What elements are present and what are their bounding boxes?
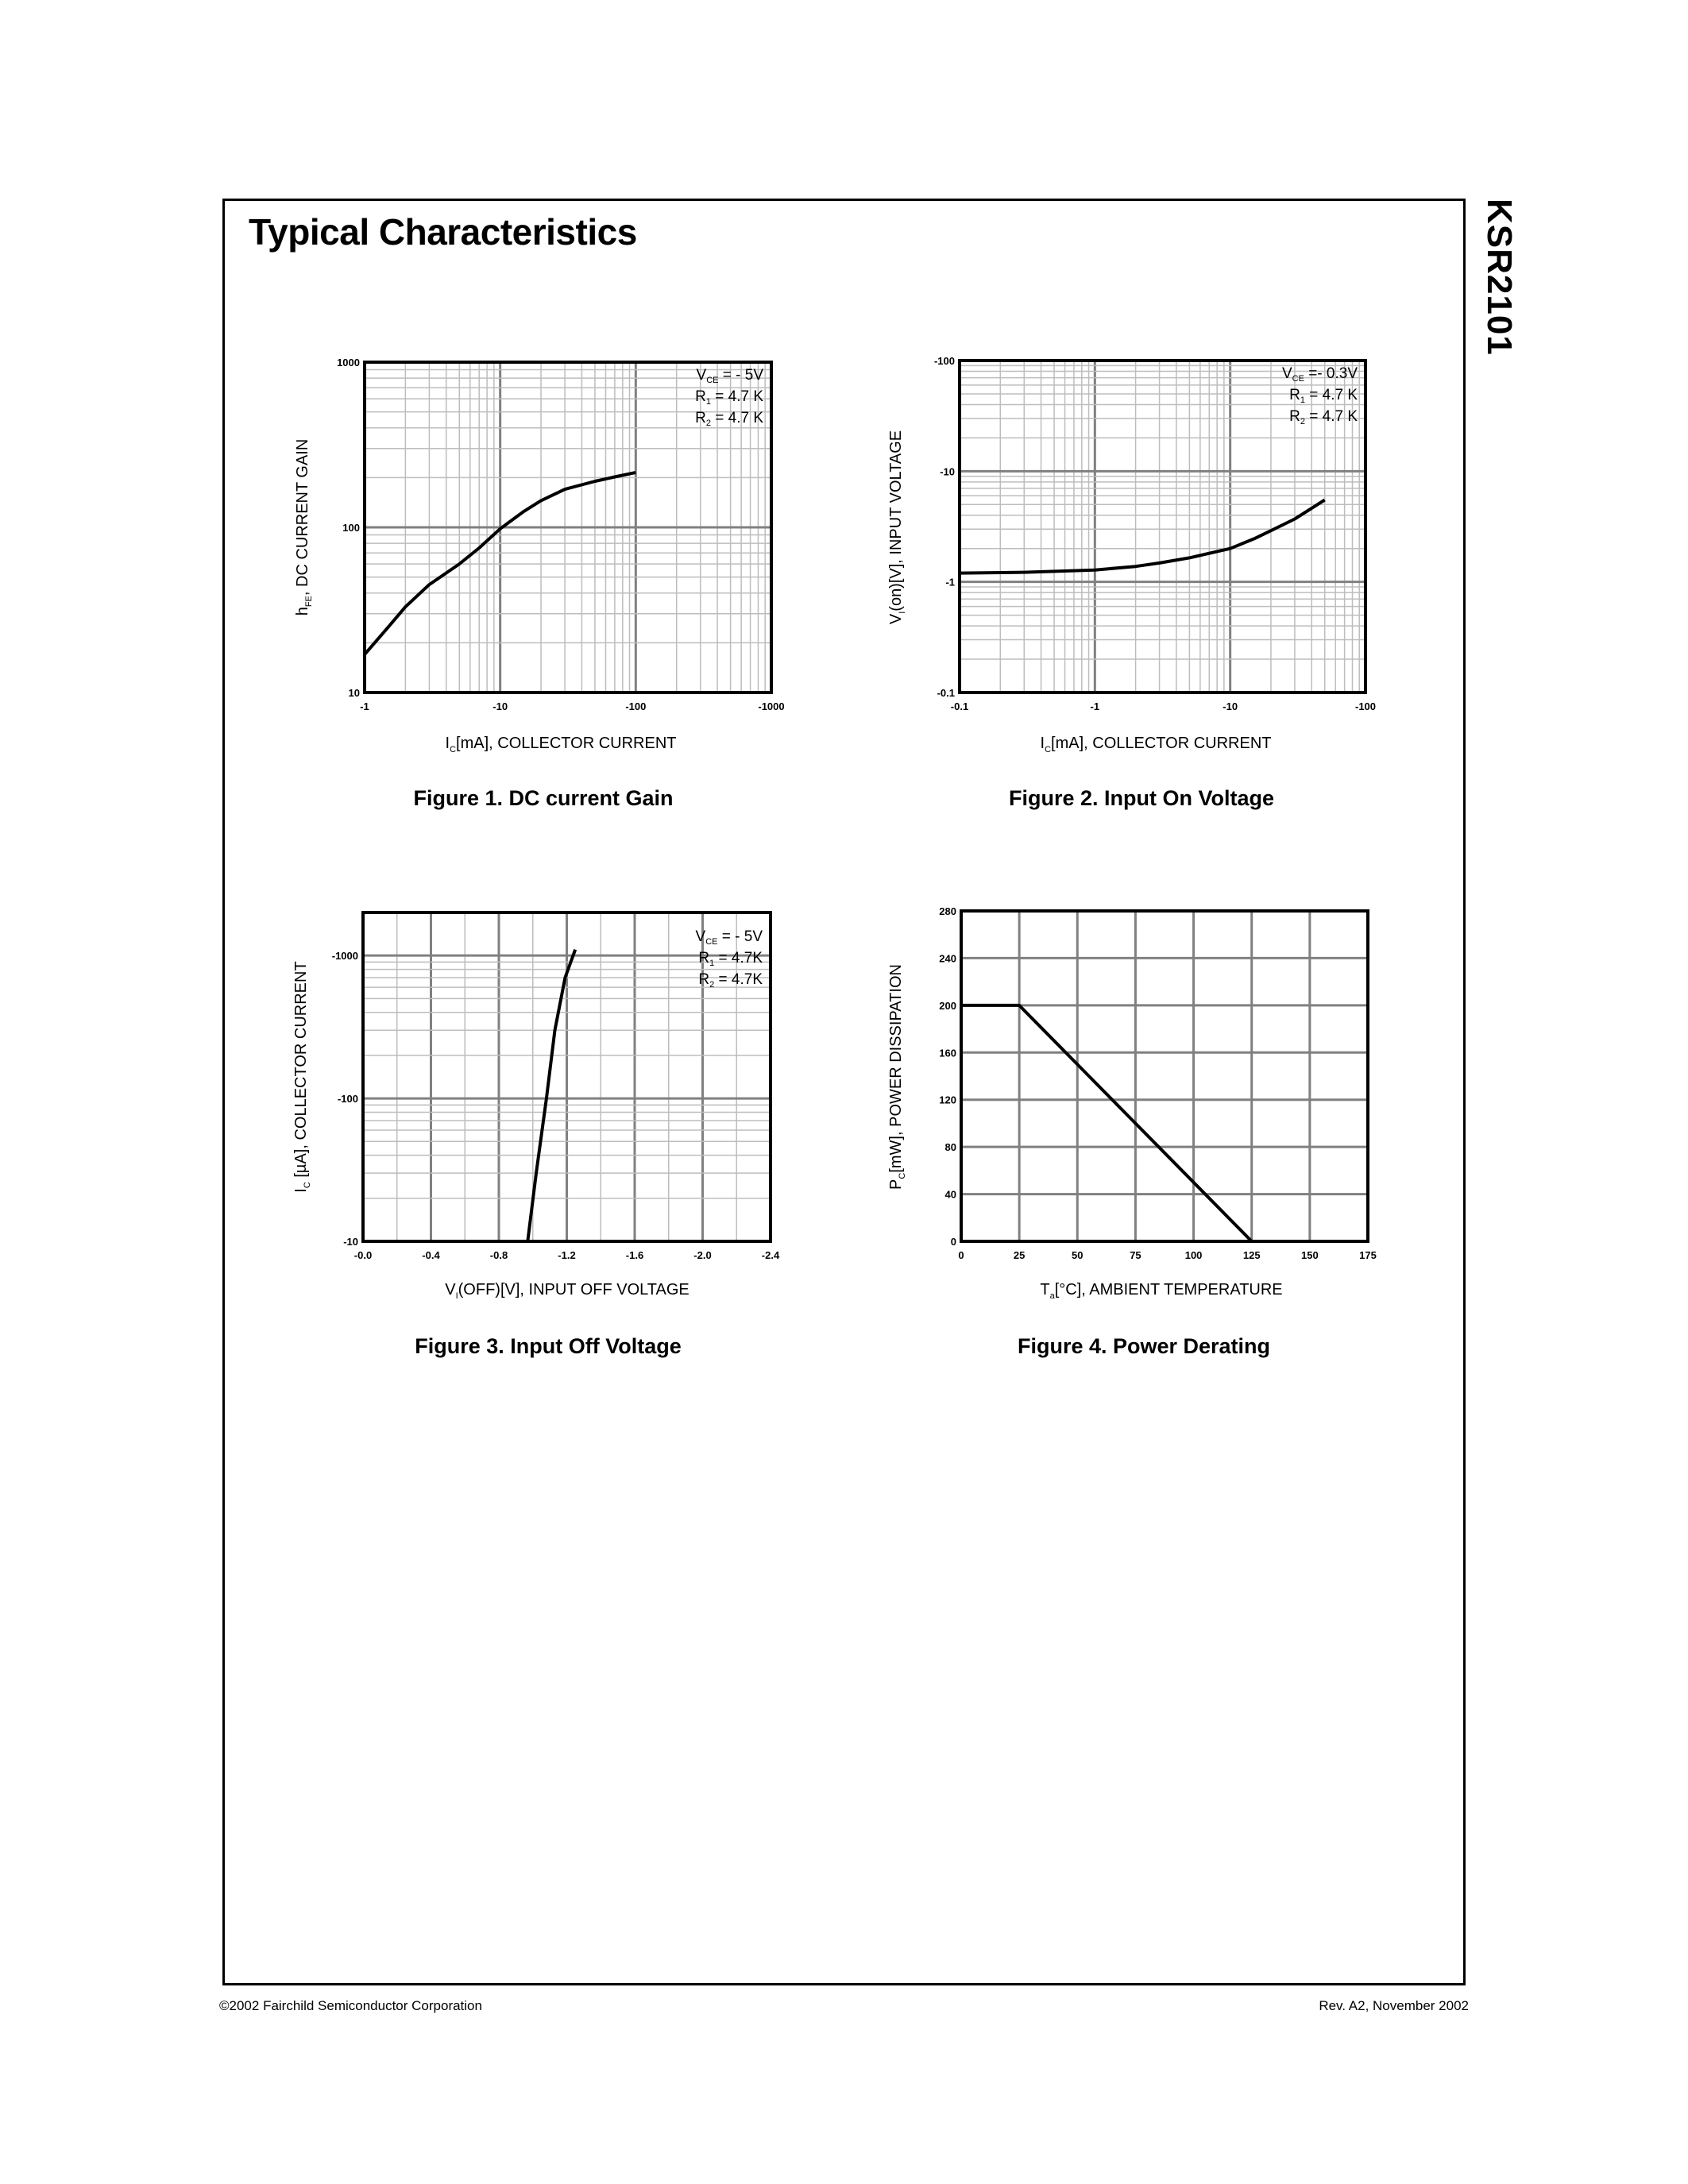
svg-text:VCE = - 5V: $V_{CE}$ = - 5V — [696, 367, 763, 385]
page-title: Typical Characteristics — [249, 211, 637, 253]
svg-text:-100: -100 — [1354, 700, 1377, 712]
svg-text:-1.2: -1.2 — [558, 1249, 576, 1261]
svg-text:-100: -100 — [625, 700, 647, 712]
svg-text:-1: -1 — [1090, 700, 1100, 712]
svg-text:200: 200 — [939, 999, 956, 1012]
fig1-y-axis-label: $h_{FE}$, DC CURRENT GAIN — [294, 438, 314, 616]
svg-text:1000: 1000 — [337, 357, 360, 369]
svg-text:-1000: -1000 — [331, 950, 358, 963]
fig4-y-axis-label: $P_C[mW]$, POWER DISSIPATION — [887, 964, 907, 1190]
fig2-y-axis-label: $V_I(on)[V]$, INPUT VOLTAGE — [887, 430, 907, 625]
svg-text:-10: -10 — [343, 1236, 358, 1248]
fig4-x-axis-label: $T_a[^\circ C]$, AMBIENT TEMPERATURE — [1040, 1281, 1283, 1301]
svg-text:VCE =- 0.3V: $V_{CE} =- 0.3V$ — [1281, 365, 1358, 384]
svg-text:175: 175 — [1359, 1249, 1377, 1261]
fig1-x-axis-label: $I_C[mA]$, COLLECTOR CURRENT — [445, 735, 677, 754]
svg-text:240: 240 — [939, 952, 956, 965]
svg-text:-0.4: -0.4 — [422, 1249, 440, 1261]
svg-text:-100: -100 — [933, 355, 955, 367]
svg-text:VCE = - 5V: $V_{CE}$ = - 5V — [695, 928, 763, 947]
svg-text:-2.0: -2.0 — [693, 1249, 712, 1261]
svg-text:R2 = 4.7 K: $R_2 = 4.7$ K — [1289, 408, 1358, 426]
svg-text:R2 = 4.7 K: $R_2 = 4.7$ K — [695, 410, 763, 428]
svg-text:10: 10 — [348, 687, 360, 699]
svg-text:100: 100 — [1184, 1249, 1203, 1261]
svg-text:-1000: -1000 — [758, 700, 785, 712]
svg-text:0: 0 — [950, 1236, 956, 1248]
svg-text:80: 80 — [944, 1141, 956, 1154]
footer-revision: Rev. A2, November 2002 — [1319, 1998, 1469, 2013]
fig3-caption: Figure 3. Input Off Voltage — [415, 1334, 682, 1358]
svg-text:-2.4: -2.4 — [761, 1249, 780, 1261]
svg-text:25: 25 — [1013, 1249, 1026, 1261]
svg-text:-1.6: -1.6 — [625, 1249, 644, 1261]
svg-text:-1: -1 — [360, 700, 369, 712]
fig1-caption: Figure 1. DC current Gain — [413, 786, 674, 810]
fig3-x-axis-label: $V_I(OFF)[V]$, INPUT OFF VOLTAGE — [445, 1281, 689, 1301]
fig2-caption: Figure 2. Input On Voltage — [1008, 786, 1275, 810]
svg-text:160: 160 — [939, 1047, 956, 1059]
svg-text:-10: -10 — [492, 700, 508, 712]
svg-text:125: 125 — [1242, 1249, 1261, 1261]
svg-text:50: 50 — [1072, 1249, 1083, 1261]
svg-text:280: 280 — [939, 905, 956, 917]
part-number-label: KSR2101 — [1480, 199, 1519, 356]
svg-text:150: 150 — [1301, 1249, 1319, 1261]
svg-text:-0.0: -0.0 — [353, 1249, 373, 1261]
svg-text:0: 0 — [958, 1249, 964, 1261]
svg-text:-10: -10 — [940, 465, 955, 478]
svg-text:R2 = 4.7K: $R_2 = 4.7K$ — [698, 971, 763, 990]
svg-text:75: 75 — [1130, 1249, 1141, 1261]
footer-copyright: ©2002 Fairchild Semiconductor Corporation — [219, 1998, 482, 2013]
svg-text:40: 40 — [944, 1188, 956, 1201]
svg-text:R1 = 4.7K: $R_1 = 4.7K$ — [698, 950, 763, 968]
svg-text:-0.8: -0.8 — [489, 1249, 508, 1261]
svg-text:-100: -100 — [337, 1093, 358, 1106]
svg-text:-10: -10 — [1223, 700, 1238, 712]
svg-text:R1 = 4.7 K: $R_1 = 4.7$ K — [695, 388, 763, 407]
fig2-x-axis-label: $I_C[mA]$, COLLECTOR CURRENT — [1040, 735, 1272, 754]
svg-text:120: 120 — [939, 1094, 956, 1106]
svg-text:-1: -1 — [945, 576, 955, 588]
svg-text:-0.1: -0.1 — [937, 687, 955, 699]
fig4-caption: Figure 4. Power Derating — [1017, 1334, 1271, 1358]
svg-text:R1 = 4.7 K: $R_1 = 4.7$ K — [1289, 387, 1358, 405]
svg-text:-0.1: -0.1 — [950, 700, 969, 712]
fig3-y-axis-label: $I_C$ [µA], COLLECTOR CURRENT — [292, 961, 312, 1193]
svg-text:100: 100 — [342, 522, 360, 534]
